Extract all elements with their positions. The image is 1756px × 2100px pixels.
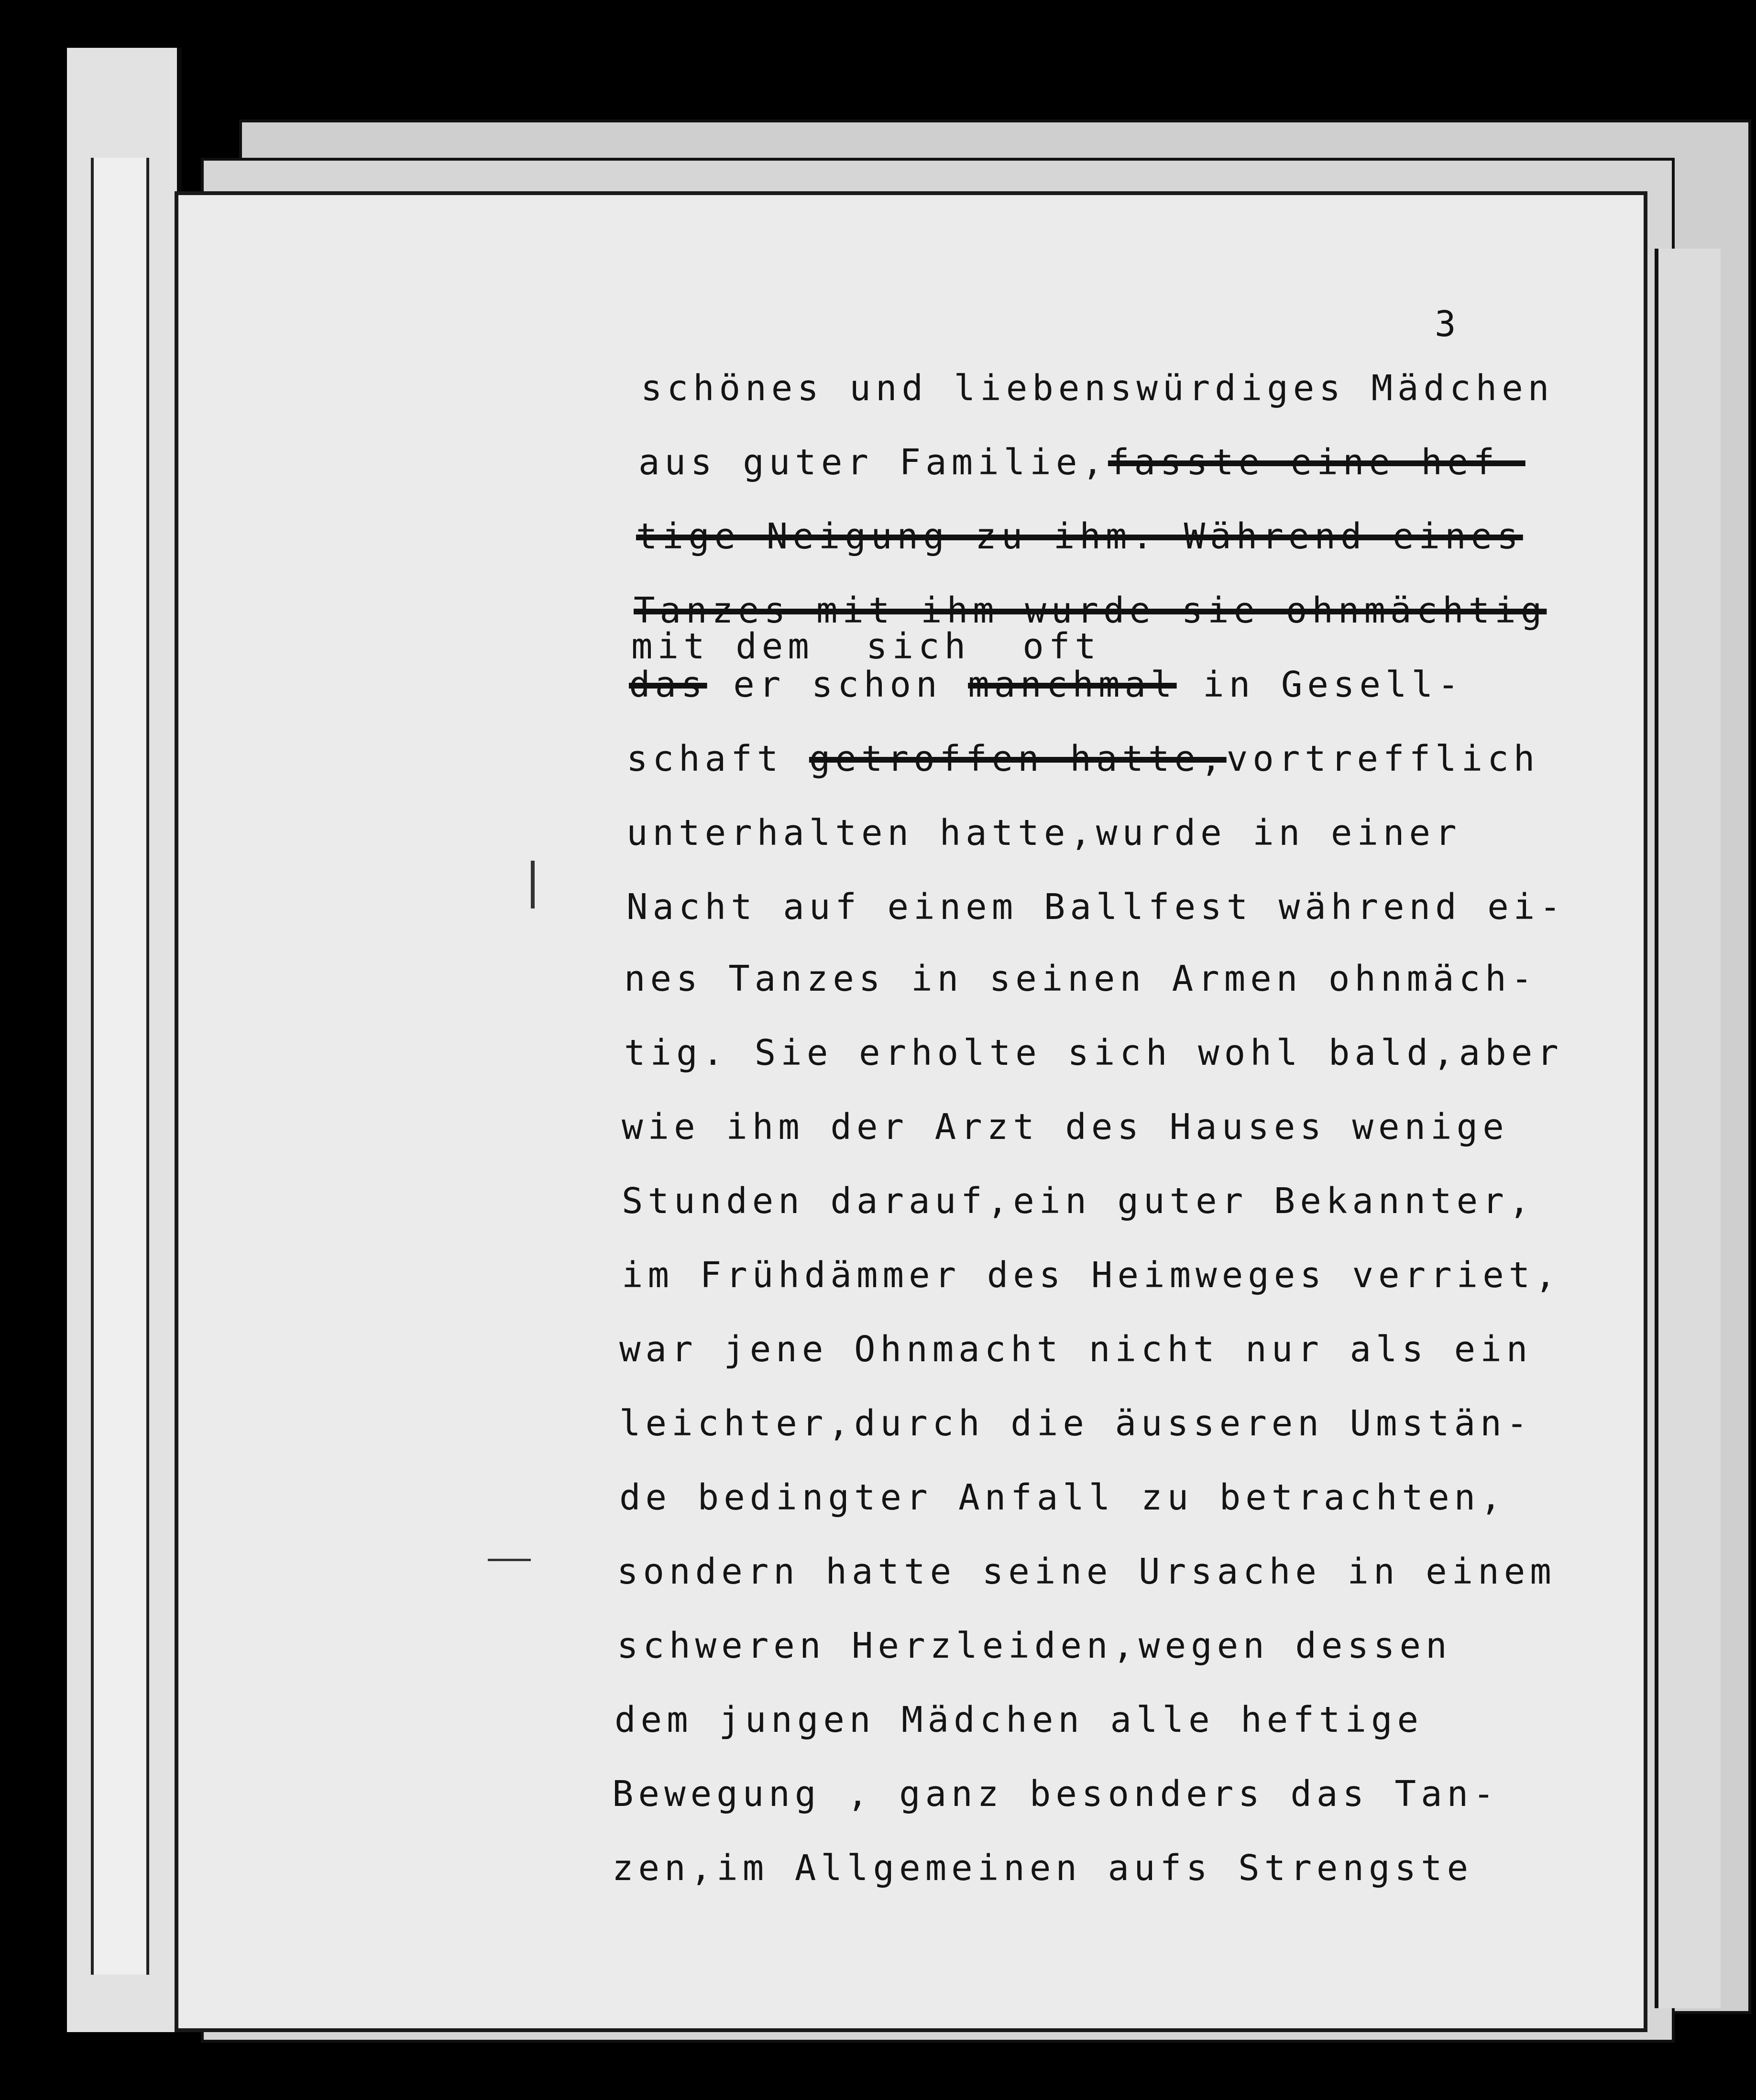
line-text: Stunden darauf,ein guter Bekannter,	[622, 1181, 1535, 1222]
line-text: Bewegung , ganz besonders das Tan-	[612, 1773, 1499, 1815]
line-text: aus guter Familie,	[638, 442, 1108, 483]
struck-text: Tanzes mit ihm wurde sie ohnmächtig	[634, 590, 1547, 631]
line-text: leichter,durch die äusseren Umstän-	[619, 1403, 1533, 1444]
line-text: mit dem sich oft	[631, 626, 1101, 667]
text-line	[617, 1551, 1556, 1592]
struck-text: tige Neigung zu ihm. Während eines	[636, 516, 1523, 557]
text-line	[624, 958, 1537, 999]
line-text: sondern hatte seine Ursache in einem	[617, 1551, 1556, 1592]
line-text: de bedingter Anfall zu betrachten,	[619, 1477, 1506, 1518]
line-text: er schon	[707, 664, 968, 705]
line-text: vortrefflich	[1226, 738, 1540, 779]
struck-text: fasste eine hef-	[1108, 442, 1526, 483]
text-line	[619, 1477, 1506, 1518]
page-number: 3	[1435, 304, 1456, 345]
struck-text: manchmal	[968, 664, 1177, 705]
text-line	[622, 1255, 1561, 1296]
left-page-edge-inner	[91, 158, 149, 1975]
line-text: zen,im Allgemeinen aufs Strengste	[612, 1848, 1473, 1889]
margin-mark	[531, 861, 535, 908]
text-line	[634, 590, 1547, 631]
text-line	[626, 886, 1566, 928]
line-text: schönes und liebenswürdiges Mädchen	[641, 368, 1554, 409]
text-line	[641, 368, 1554, 409]
text-line	[612, 1848, 1473, 1889]
line-text: Nacht auf einem Ballfest während ei-	[626, 886, 1566, 928]
line-text: tig. Sie erholte sich wohl bald,aber	[624, 1032, 1563, 1073]
margin-mark	[488, 1559, 531, 1561]
line-text: wie ihm der Arzt des Hauses wenige	[622, 1106, 1509, 1148]
text-line	[622, 1106, 1509, 1148]
right-page-edge	[1655, 249, 1721, 2008]
text-line	[638, 442, 1526, 483]
line-text: schweren Herzleiden,wegen dessen	[617, 1625, 1452, 1666]
line-text: in Gesell-	[1176, 664, 1464, 705]
text-line	[624, 1032, 1563, 1073]
line-text: im Frühdämmer des Heimweges verriet,	[622, 1255, 1561, 1296]
text-line	[626, 738, 1540, 779]
text-line	[631, 626, 1101, 667]
text-line	[626, 812, 1461, 853]
struck-text: das	[629, 664, 707, 705]
text-line	[636, 516, 1523, 557]
line-text: war jene Ohnmacht nicht nur als ein	[619, 1329, 1533, 1370]
text-line	[612, 1773, 1499, 1815]
text-line	[617, 1625, 1452, 1666]
text-line	[629, 664, 1464, 705]
struck-text: getroffen hatte,	[809, 738, 1227, 779]
line-text: schaft	[626, 738, 809, 779]
text-line	[615, 1699, 1424, 1740]
text-line	[619, 1403, 1533, 1444]
line-text: unterhalten hatte,wurde in einer	[626, 812, 1461, 853]
text-line	[619, 1329, 1533, 1370]
text-line	[622, 1181, 1535, 1222]
line-text: nes Tanzes in seinen Armen ohnmäch-	[624, 958, 1537, 999]
line-text: dem jungen Mädchen alle heftige	[615, 1699, 1424, 1740]
